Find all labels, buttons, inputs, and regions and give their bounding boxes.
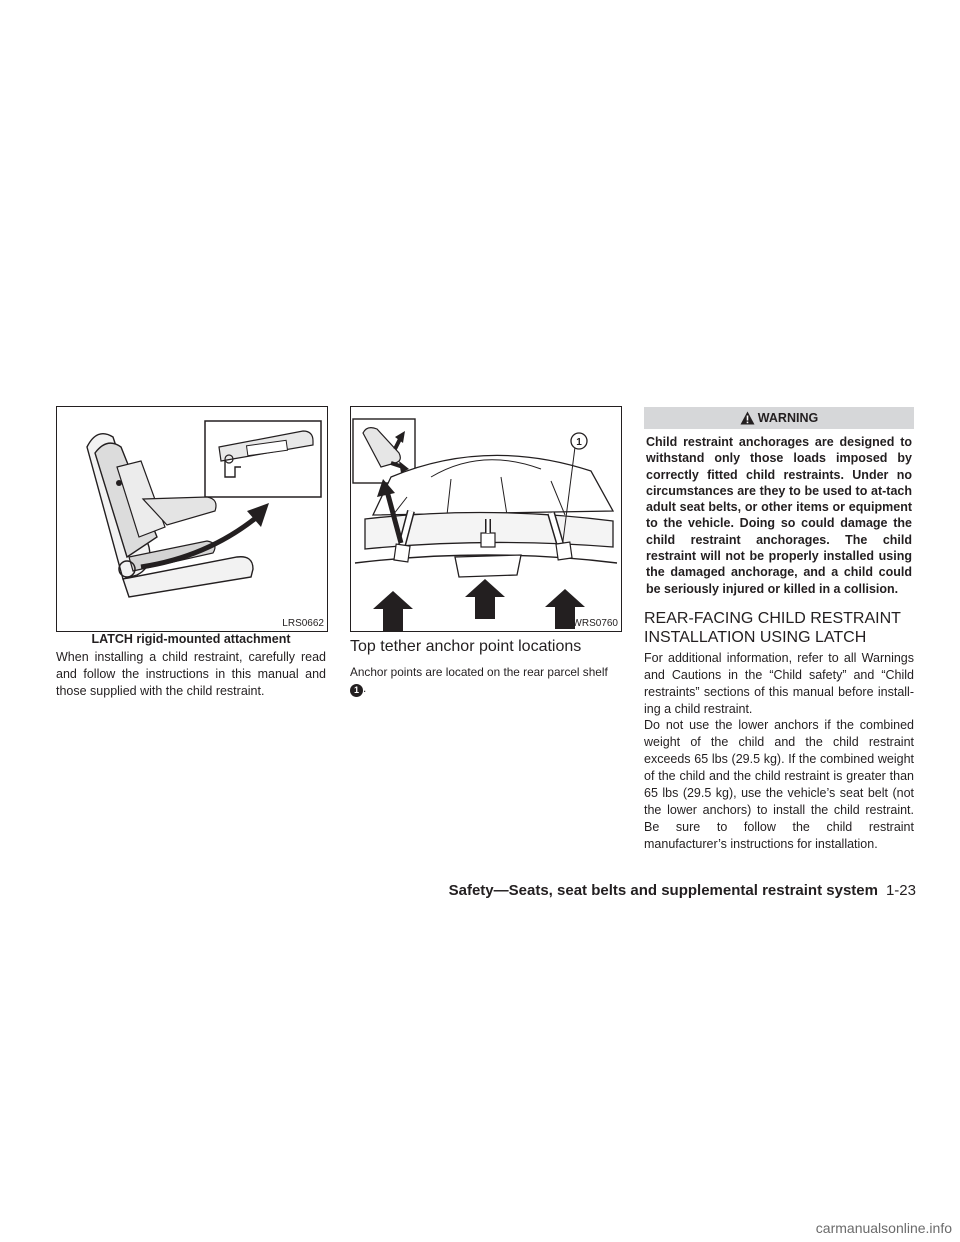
figure-code: LRS0662 [282, 618, 324, 629]
body-suffix: . [363, 681, 367, 695]
body-paragraph: When installing a child restraint, carefully read and follow the instructions in this manual and those supplied with the child restraint. [56, 650, 326, 698]
warning-icon [740, 411, 755, 425]
subheading: Top tether anchor point locations [350, 638, 582, 655]
tether-figure [350, 406, 622, 632]
child-seat-illustration [57, 407, 327, 631]
figure-caption: LATCH rigid-mounted attachment [91, 632, 291, 646]
ref-number-1: 1 [350, 684, 363, 697]
section-heading [644, 609, 924, 647]
figure-code: WRS0760 [572, 618, 618, 629]
page-number: 1-23 [885, 882, 916, 899]
section-heading-line2: INSTALLATION USING LATCH [644, 629, 867, 646]
warning-text: Child restraint anchorages are designed to withstand only those loads imposed by correctly fitted child restraints. Under no circumstances are they to be used to at-tach adult seat belts, or other items or equipment to the vehicle. Doing so could damage the child restraint anchorages. The child restraint will not be properly installed using the damaged anchorage, and a child could be seriously injured or killed in a collision. [646, 435, 912, 596]
latch-figure [56, 406, 328, 632]
body-paragraph-2: Do not use the lower anchors if the combined weight of the child and the child restraint exceeds 65 lbs (29.5 kg). If the combined weight of the child and the child restraint is greater than 65 lbs (29.5 kg), use the vehicle’s seat belt (not the lower anchors) to install the child restraint. Be sure to follow the child restraint manufacturer’s instructions for installation. [644, 718, 914, 851]
body-text: Anchor points are located on the rear parcel shelf [350, 665, 608, 679]
callout-number: 1 [576, 437, 582, 448]
warning-header [644, 407, 914, 429]
watermark: carmanualsonline.info [815, 1220, 952, 1236]
parcel-shelf-illustration [351, 407, 621, 631]
body-paragraph [350, 664, 624, 697]
warning-label: WARNING [757, 411, 819, 425]
section-heading-line1: REAR-FACING CHILD RESTRAINT [644, 610, 901, 627]
footer-title: Safety—Seats, seat belts and supplemental restraint system [448, 882, 878, 899]
body-paragraph-1: For additional information, refer to all Warnings and Cautions in the “Child safety” and “Child restraints” sections of this manual before install-ing a child restraint. [644, 651, 914, 716]
page-footer [449, 882, 916, 899]
